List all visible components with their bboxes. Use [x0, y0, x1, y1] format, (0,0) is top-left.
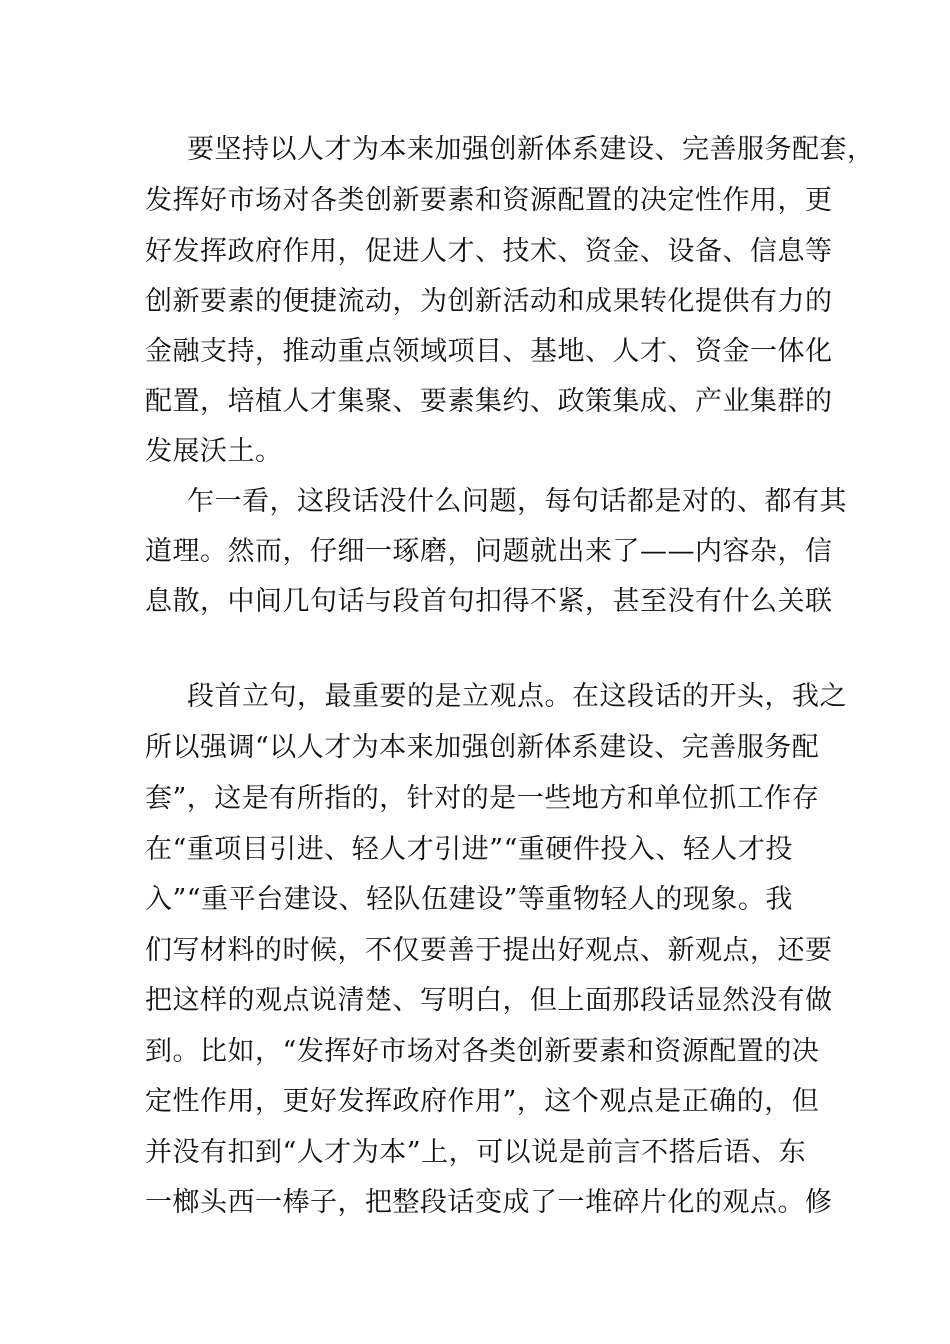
- paragraph-3-line-1: 段首立句，最重要的是立观点。在这段话的开头，我之: [187, 681, 847, 712]
- paragraph-1-line-4: 创新要素的便捷流动，为创新活动和成果转化提供有力的: [145, 286, 833, 317]
- paragraph-3-line-11: 一榔头西一棒子，把整段话变成了一堆碎片化的观点。修: [145, 1187, 833, 1218]
- paragraph-3-line-7: 把这样的观点说清楚、写明白，但上面那段话显然没有做: [145, 985, 833, 1016]
- paragraph-1-line-6: 配置，培植人才集聚、要素集约、政策集成、产业集群的: [145, 386, 833, 417]
- paragraph-1-line-7: 发展沃土。: [145, 436, 283, 467]
- paragraph-2-line-3: 息散，中间几句话与段首句扣得不紧，甚至没有什么关联: [145, 586, 833, 617]
- paragraph-3-line-3: 套”，这是有所指的，针对的是一些地方和单位抓工作存: [145, 783, 820, 814]
- paragraph-1-line-2: 发挥好市场对各类创新要素和资源配置的决定性作用，更: [145, 185, 833, 216]
- paragraph-3-line-4: 在“重项目引进、轻人才引进”“重硬件投入、轻人才投: [145, 834, 793, 865]
- paragraph-2-line-1: 乍一看，这段话没什么问题，每句话都是对的、都有其: [187, 486, 847, 517]
- paragraph-3-line-6: 们写材料的时候，不仅要善于提出好观点、新观点，还要: [145, 935, 833, 966]
- paragraph-3-line-10: 并没有扣到“人才为本”上，可以说是前言不搭后语、东: [145, 1137, 807, 1168]
- paragraph-1-line-3: 好发挥政府作用，促进人才、技术、资金、设备、信息等: [145, 236, 833, 267]
- paragraph-3-line-8: 到。比如，“发挥好市场对各类创新要素和资源配置的决: [145, 1036, 820, 1067]
- paragraph-1-line-5: 金融支持，推动重点领域项目、基地、人才、资金一体化: [145, 336, 833, 367]
- paragraph-3-line-2: 所以强调“以人才为本来加强创新体系建设、完善服务配: [145, 732, 820, 763]
- paragraph-3-line-9: 定性作用，更好发挥政府作用”，这个观点是正确的，但: [145, 1086, 820, 1117]
- paragraph-2-line-2: 道理。然而，仔细一琢磨，问题就出来了——内容杂，信: [145, 536, 833, 567]
- paragraph-1-line-1: 要坚持以人才为本来加强创新体系建设、完善服务配套，: [187, 134, 875, 165]
- paragraph-3-line-5: 入”“重平台建设、轻队伍建设”等重物轻人的现象。我: [145, 884, 793, 915]
